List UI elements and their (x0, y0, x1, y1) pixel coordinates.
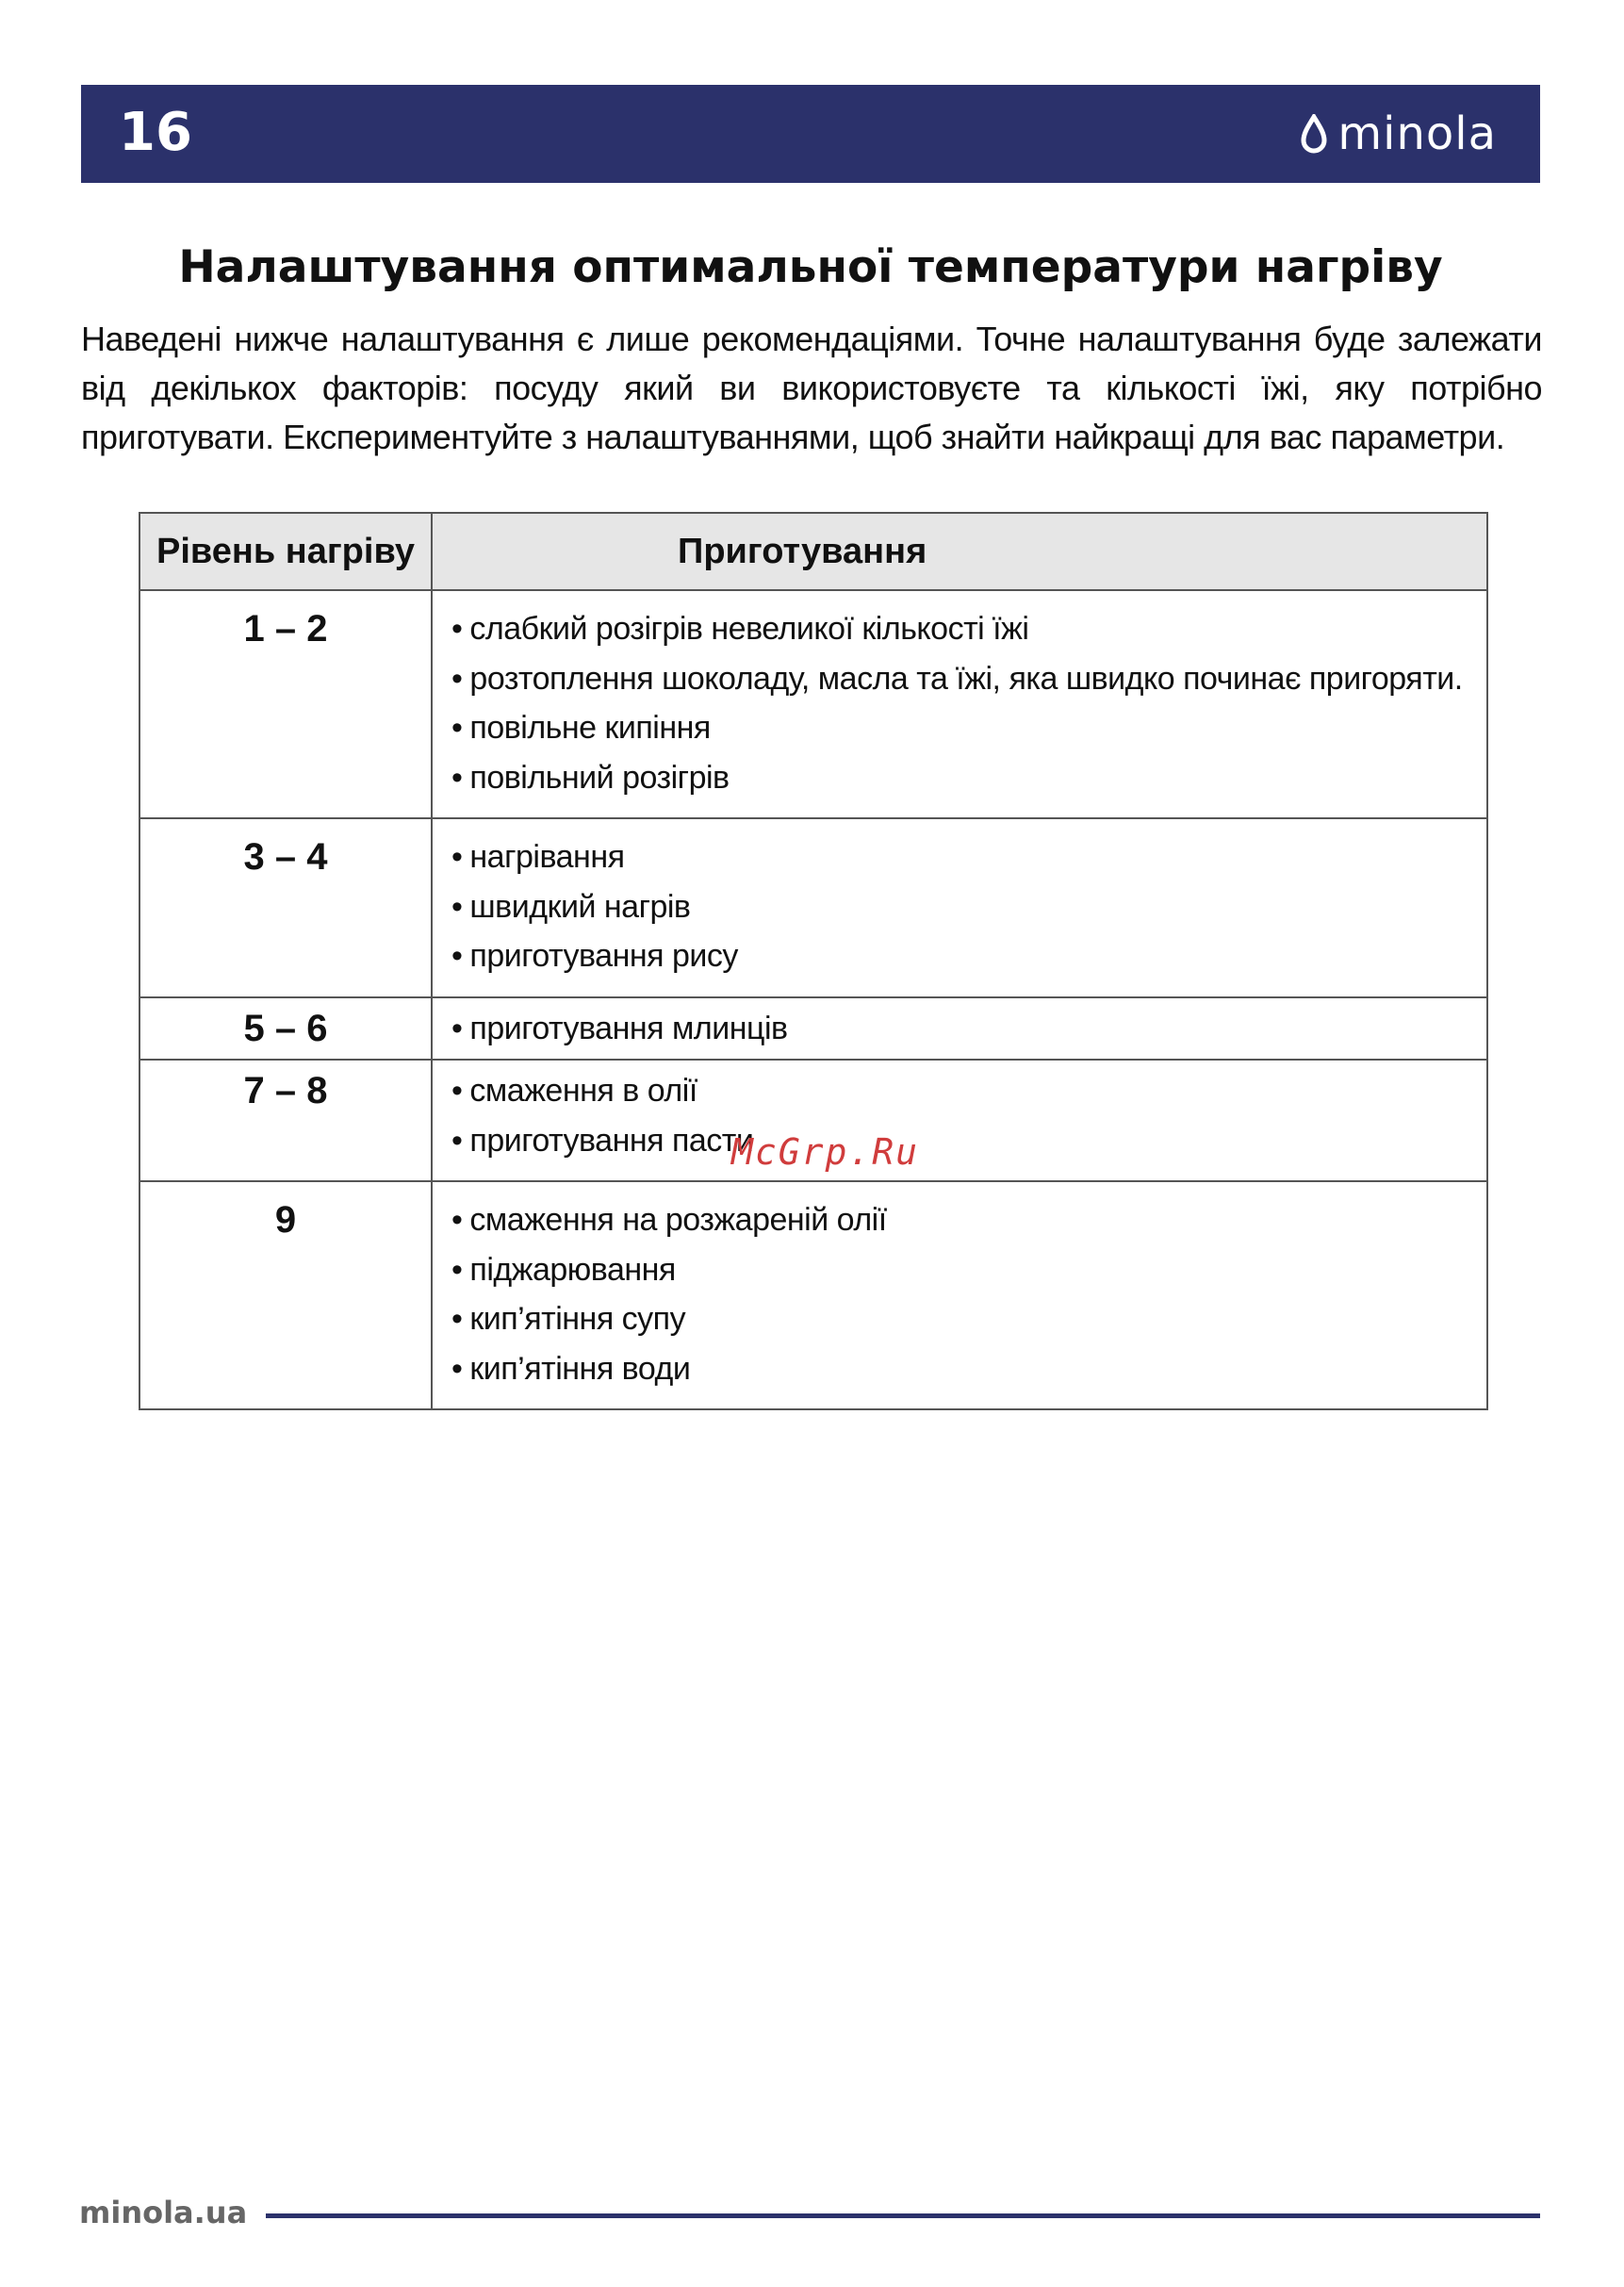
cooking-uses (432, 590, 1487, 818)
list-item: • смаження в олії (451, 1066, 1468, 1116)
column-header-level: Рівень нагріву (139, 513, 432, 590)
table-row (139, 590, 1487, 818)
heat-level-table (139, 512, 1488, 1410)
table-row (139, 1181, 1487, 1409)
brand-name: minola (1337, 107, 1497, 160)
list-item: • повільне кипіння (451, 703, 1468, 753)
cooking-uses (432, 1181, 1487, 1409)
footer-site-link[interactable]: minola.ua (79, 2195, 248, 2230)
page-title: Налаштування оптимальної температури нагріву (178, 241, 1443, 293)
list-item: • розтоплення шоколаду, масла та їжі, яка швидко починає пригоряти. (451, 654, 1468, 704)
list-item: • приготування млинців (451, 1004, 1468, 1054)
list-item: • смаження на розжареній олії (451, 1195, 1468, 1245)
drop-icon (1300, 114, 1328, 154)
column-header-cooking: Приготування (432, 513, 1487, 590)
table-row (139, 997, 1487, 1061)
list-item: • кип’ятіння води (451, 1344, 1468, 1394)
list-item: • нагрівання (451, 832, 1468, 882)
list-item: • піджарювання (451, 1245, 1468, 1295)
cooking-uses (432, 1060, 1487, 1181)
list-item: • приготування рису (451, 931, 1468, 981)
page-number: 16 (119, 102, 192, 163)
list-item: • швидкий нагрів (451, 882, 1468, 932)
intro-paragraph: Наведені нижче налаштування є лише рекомендаціями. Точне налаштування буде залежати від декількох факторів: посуду який ви використовуєте та кількості їжі, яку потрібно приготувати. Експериментуйте з налаштуваннями, щоб знайти найкращі для вас параметри. (81, 320, 1542, 456)
list-item: • приготування пасти (451, 1116, 1468, 1166)
table-row (139, 818, 1487, 997)
footer-divider (266, 2213, 1540, 2218)
heat-level: 3 – 4 (139, 818, 432, 997)
cooking-uses (432, 818, 1487, 997)
list-item: • слабкий розігрів невеликої кількості їжі (451, 604, 1468, 654)
heat-level: 7 – 8 (139, 1060, 432, 1181)
watermark: McGrp.Ru (731, 1131, 920, 1173)
table-header-row (139, 513, 1487, 590)
list-item: • повільний розігрів (451, 753, 1468, 803)
heat-level: 1 – 2 (139, 590, 432, 818)
page-header (81, 85, 1540, 183)
brand-logo (1300, 107, 1497, 160)
heat-level: 5 – 6 (139, 997, 432, 1061)
heat-level: 9 (139, 1181, 432, 1409)
cooking-uses (432, 997, 1487, 1061)
list-item: • кип’ятіння супу (451, 1294, 1468, 1344)
